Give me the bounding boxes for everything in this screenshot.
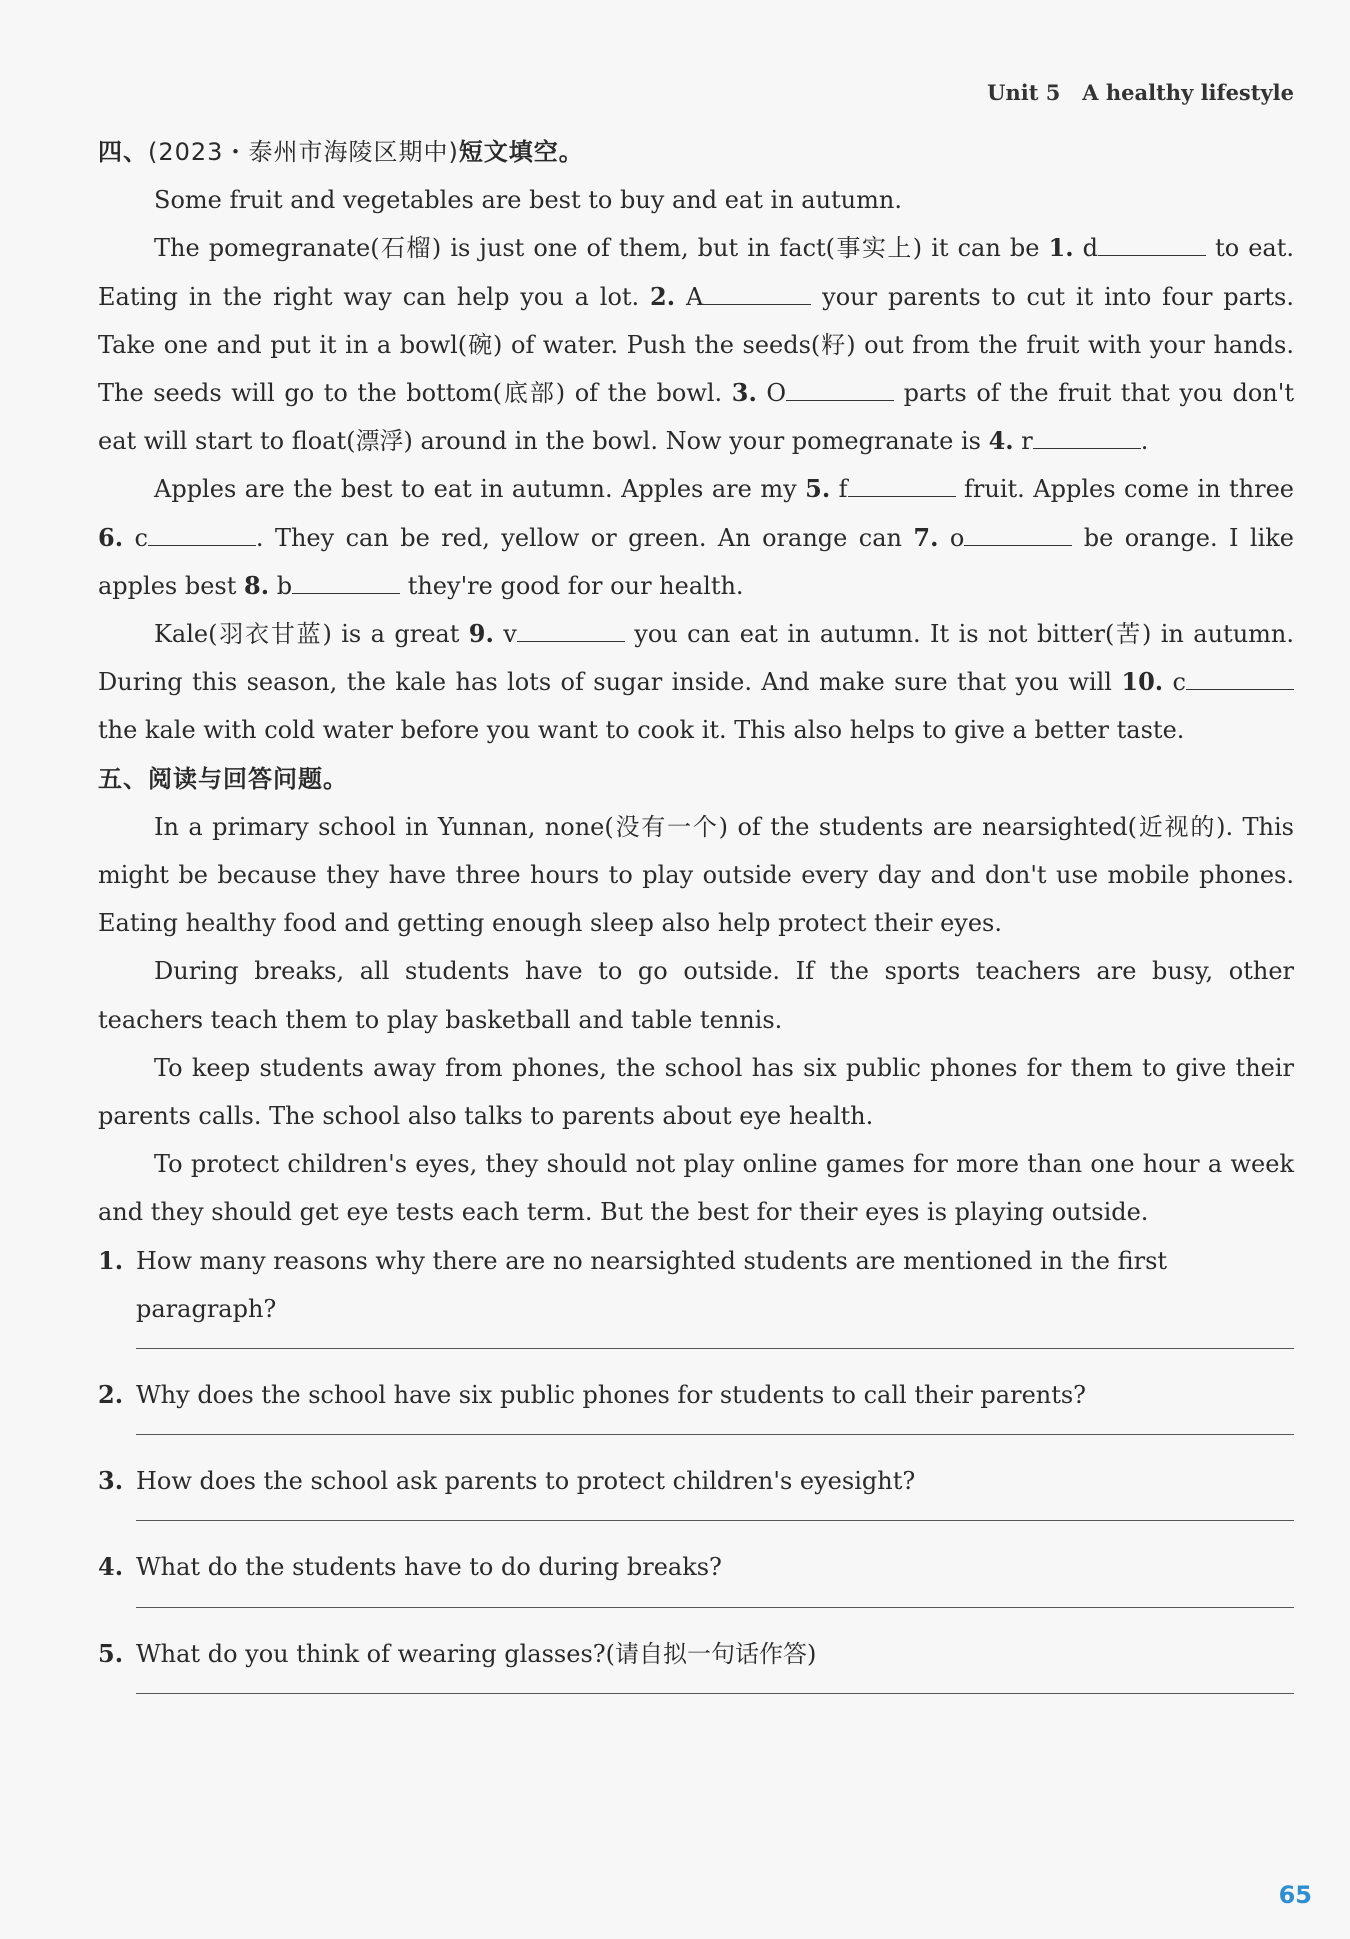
question-2 [98, 1371, 1294, 1419]
blank-number: 8. [244, 570, 270, 600]
cloze-paragraph-3: Apples are the best to eat in autumn. Apples are my 5. f fruit. Apples come in three 6. c . They can be red, yellow or green. An orange can 7. o be orange. I like apples best 8. b they're good for our health. [98, 465, 1294, 610]
blank-number: 2. [650, 281, 676, 311]
blank-number: 9. [468, 619, 494, 649]
blank-1[interactable] [1098, 230, 1206, 256]
answer-line-4[interactable] [136, 1606, 1294, 1608]
blank-6[interactable] [148, 519, 256, 545]
question-text: How does the school ask parents to protect children's eyesight? [136, 1467, 916, 1496]
answer-line-2[interactable] [136, 1433, 1294, 1435]
answer-line-5[interactable] [136, 1692, 1294, 1694]
reading-paragraph: During breaks, all students have to go outside. If the sports teachers are busy, other teachers teach them to play basketball and table tennis. [98, 957, 1294, 1034]
reading-paragraph: To protect children's eyes, they should not play online games for more than one hour a week and they should get eye tests each term. But the best for their eyes is playing outside. [98, 1150, 1294, 1227]
cloze-paragraph-4: Kale(羽衣甘蓝) is a great 9. v you can eat in autumn. It is not bitter(苦) in autumn. During this season, the kale has lots of sugar inside. And make sure that you will 10. c the kale with cold water before you want to cook it. This also helps to give a better taste. [98, 610, 1294, 755]
blank-number: 3. [731, 378, 757, 408]
question-text: How many reasons why there are no nearsighted students are mentioned in the first paragraph? [136, 1246, 1168, 1323]
question-number: 4. [98, 1552, 124, 1582]
blank-7[interactable] [964, 519, 1072, 545]
question-text: Why does the school have six public phones for students to call their parents? [136, 1381, 1087, 1410]
blank-number: 1. [1048, 233, 1074, 263]
blank-10[interactable] [1186, 664, 1294, 690]
section-5-title: 五、阅读与回答问题。 [98, 764, 348, 793]
reading-paragraph: In a primary school in Yunnan, none(没有一个) of the students are nearsighted(近视的). This might be because they have three hours to play outside every day and don't use mobile phones. Eating healthy food and getting enough sleep also help protect their eyes. [98, 812, 1294, 938]
blank-4[interactable] [1033, 423, 1141, 449]
cloze-paragraph-1: Some fruit and vegetables are best to buy and eat in autumn. [154, 186, 902, 215]
cloze-paragraph-2: The pomegranate(石榴) is just one of them, but in fact(事实上) it can be 1. d to eat. Eating in the right way can help you a lot. 2. A your parents to cut it into four parts. Take one and put it in a bowl(碗) of water. Push the seeds(籽) out from the fruit with your hands. The seeds will go to the bottom(底部) of the bowl. 3. O parts of the fruit that you don't eat will start to float(漂浮) around in the bowl. Now your pomegranate is 4. r . [98, 224, 1294, 465]
question-4 [98, 1543, 1294, 1591]
question-number: 1. [98, 1245, 124, 1275]
blank-number: 7. [913, 522, 939, 552]
question-number: 2. [98, 1380, 124, 1410]
question-3 [98, 1457, 1294, 1505]
blank-number: 4. [988, 426, 1014, 456]
unit-label: Unit 5 [987, 80, 1061, 105]
blank-5[interactable] [848, 471, 956, 497]
question-1 [98, 1237, 1294, 1333]
blank-number: 5. [805, 474, 831, 504]
question-text: What do the students have to do during breaks? [136, 1553, 722, 1582]
question-number: 5. [98, 1638, 124, 1668]
unit-topic: A healthy lifestyle [1082, 80, 1294, 105]
blank-8[interactable] [292, 568, 400, 594]
page-number: 65 [1278, 1881, 1312, 1909]
reading-paragraph: To keep students away from phones, the school has six public phones for them to give their parents calls. The school also talks to parents about eye health. [98, 1053, 1294, 1131]
section-4-title: 四、(2023・泰州市海陵区期中)短文填空。 [98, 138, 584, 166]
blank-3[interactable] [786, 375, 894, 401]
answer-line-3[interactable] [136, 1519, 1294, 1521]
blank-9[interactable] [517, 616, 625, 642]
question-number: 3. [98, 1466, 124, 1496]
question-5 [98, 1630, 1294, 1678]
section-4-source: (2023・泰州市海陵区期中) [148, 138, 459, 166]
answer-line-1[interactable] [136, 1347, 1294, 1349]
blank-number: 6. [98, 522, 124, 552]
blank-2[interactable] [703, 278, 811, 304]
unit-header [987, 80, 1294, 105]
question-text: What do you think of wearing glasses?(请自拟一句话作答) [136, 1639, 817, 1668]
page-content [98, 128, 1294, 1716]
blank-number: 10. [1121, 667, 1164, 697]
